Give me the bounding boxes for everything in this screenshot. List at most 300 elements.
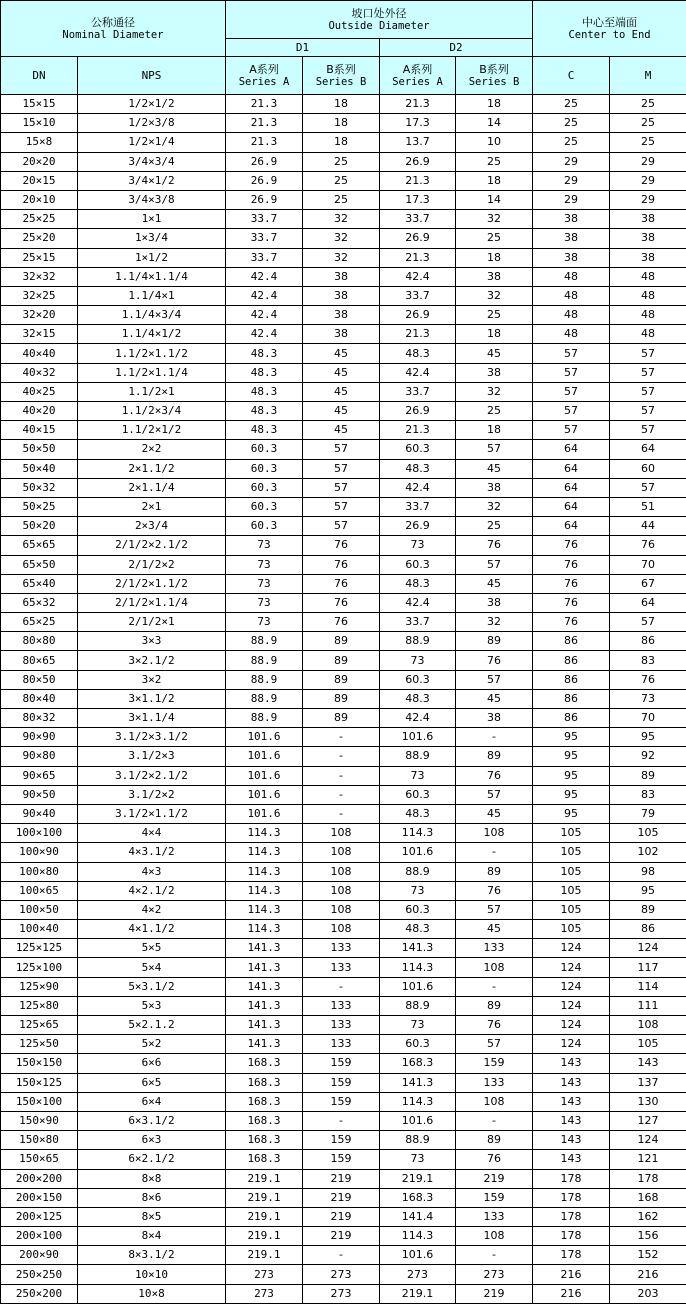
d1-series-a-cell: 48.3	[226, 382, 303, 401]
d2-series-a-cell: 42.4	[380, 709, 456, 728]
m-cell: 143	[610, 1054, 686, 1073]
table-row	[1, 478, 686, 497]
d2-series-b-cell: 18	[456, 171, 533, 190]
d1-series-a-cell: 88.9	[226, 689, 303, 708]
table-row	[1, 402, 686, 421]
table-row	[1, 747, 686, 766]
c-cell: 95	[533, 747, 610, 766]
outside-diameter-en: Outside Diameter	[328, 19, 430, 32]
table-row	[1, 728, 686, 747]
d1-series-b-zh: B系列	[326, 62, 356, 76]
d2-series-b-cell: 57	[456, 900, 533, 919]
d2-series-a-cell: 26.9	[380, 402, 456, 421]
d2-series-b-cell: 32	[456, 497, 533, 516]
d1-series-a-cell: 114.3	[226, 920, 303, 939]
table-row	[1, 804, 686, 823]
d2-series-b-cell: 76	[456, 1150, 533, 1169]
c-cell: 57	[533, 382, 610, 401]
nps-cell: 10×10	[78, 1265, 226, 1284]
d1-series-b-cell: 57	[303, 440, 380, 459]
d2-series-b-header	[456, 57, 533, 95]
d2-series-b-cell: 14	[456, 114, 533, 133]
d2-series-a-cell: 114.3	[380, 958, 456, 977]
d1-series-b-cell: 76	[303, 613, 380, 632]
d1-series-b-cell: 219	[303, 1207, 380, 1226]
dn-cell: 150×65	[1, 1150, 78, 1169]
table-row	[1, 286, 686, 305]
dn-cell: 90×90	[1, 728, 78, 747]
c-cell: 105	[533, 862, 610, 881]
table-header	[1, 1, 686, 95]
nps-cell: 1.1/4×1	[78, 286, 226, 305]
nps-cell: 8×5	[78, 1207, 226, 1226]
table-row	[1, 152, 686, 171]
table-row	[1, 785, 686, 804]
c-cell: 76	[533, 536, 610, 555]
c-cell: 38	[533, 210, 610, 229]
d2-series-a-cell: 141.3	[380, 939, 456, 958]
dn-cell: 50×40	[1, 459, 78, 478]
d2-series-b-cell: 18	[456, 248, 533, 267]
c-cell: 38	[533, 248, 610, 267]
d2-series-a-cell: 33.7	[380, 286, 456, 305]
nps-cell: 2×1.1/2	[78, 459, 226, 478]
table-row	[1, 459, 686, 478]
d2-series-a-cell: 273	[380, 1265, 456, 1284]
m-cell: 48	[610, 306, 686, 325]
d2-series-b-cell: 45	[456, 920, 533, 939]
d2-series-b-cell: 89	[456, 862, 533, 881]
dn-cell: 90×65	[1, 766, 78, 785]
d1-series-a-cell: 48.3	[226, 421, 303, 440]
d1-series-b-cell: 219	[303, 1169, 380, 1188]
d1-series-b-cell: 108	[303, 920, 380, 939]
d2-series-a-cell: 42.4	[380, 478, 456, 497]
table-row	[1, 1035, 686, 1054]
m-cell: 38	[610, 210, 686, 229]
d1-series-b-cell: 133	[303, 939, 380, 958]
d1-series-b-cell: 32	[303, 248, 380, 267]
m-cell: 95	[610, 881, 686, 900]
nps-cell: 3/4×3/4	[78, 152, 226, 171]
d2-series-a-cell: 26.9	[380, 517, 456, 536]
d2-series-a-cell: 88.9	[380, 1131, 456, 1150]
d2-series-a-cell: 141.4	[380, 1207, 456, 1226]
c-cell: 29	[533, 190, 610, 209]
nps-cell: 4×4	[78, 824, 226, 843]
dn-cell: 100×90	[1, 843, 78, 862]
nps-cell: 3.1/2×1.1/2	[78, 804, 226, 823]
nps-cell: 3/4×1/2	[78, 171, 226, 190]
d1-series-b-cell: 25	[303, 152, 380, 171]
nps-cell: 8×3.1/2	[78, 1246, 226, 1265]
nps-cell: 8×6	[78, 1188, 226, 1207]
d2-series-b-cell: 10	[456, 133, 533, 152]
c-cell: 76	[533, 574, 610, 593]
dn-cell: 65×25	[1, 613, 78, 632]
table-row	[1, 210, 686, 229]
d1-series-b-cell: 89	[303, 632, 380, 651]
c-cell: 64	[533, 517, 610, 536]
d2-series-b-cell: -	[456, 1246, 533, 1265]
d2-series-a-cell: 114.3	[380, 1092, 456, 1111]
nps-cell: 6×2.1/2	[78, 1150, 226, 1169]
d1-series-b-cell: 25	[303, 171, 380, 190]
d1-series-a-cell: 168.3	[226, 1073, 303, 1092]
m-cell: 44	[610, 517, 686, 536]
d2-series-b-cell: 89	[456, 747, 533, 766]
c-cell: 29	[533, 152, 610, 171]
d1-series-b-cell: 89	[303, 709, 380, 728]
d1-series-b-cell: 57	[303, 497, 380, 516]
d2-series-a-cell: 73	[380, 881, 456, 900]
d1-series-a-cell: 168.3	[226, 1092, 303, 1111]
table-body	[1, 95, 686, 1304]
d2-series-a-cell: 48.3	[380, 689, 456, 708]
c-cell: 76	[533, 555, 610, 574]
d1-series-b-cell: -	[303, 766, 380, 785]
d2-series-a-cell: 42.4	[380, 267, 456, 286]
d1-series-b-cell: 25	[303, 190, 380, 209]
d1-series-b-cell: 219	[303, 1188, 380, 1207]
d1-series-a-cell: 219.1	[226, 1246, 303, 1265]
d1-series-a-cell: 33.7	[226, 248, 303, 267]
dn-cell: 250×250	[1, 1265, 78, 1284]
dn-cell: 125×80	[1, 996, 78, 1015]
dn-cell: 25×15	[1, 248, 78, 267]
d1-series-a-cell: 101.6	[226, 747, 303, 766]
d1-series-b-cell: 18	[303, 133, 380, 152]
table-row	[1, 171, 686, 190]
d1-series-b-cell: 108	[303, 862, 380, 881]
d2-series-b-cell: 57	[456, 1035, 533, 1054]
dn-cell: 80×80	[1, 632, 78, 651]
c-cell: 216	[533, 1265, 610, 1284]
d2-series-b-cell: 38	[456, 363, 533, 382]
d1-series-a-cell: 42.4	[226, 325, 303, 344]
dn-cell: 100×100	[1, 824, 78, 843]
table-row	[1, 574, 686, 593]
m-cell: 76	[610, 670, 686, 689]
d2-series-b-cell: 14	[456, 190, 533, 209]
d2-series-b-zh: B系列	[479, 62, 509, 76]
d2-series-a-cell: 101.6	[380, 977, 456, 996]
m-cell: 124	[610, 939, 686, 958]
d1-series-b-cell: 133	[303, 958, 380, 977]
d2-series-b-cell: -	[456, 1111, 533, 1130]
table-row	[1, 325, 686, 344]
d1-series-a-cell: 273	[226, 1284, 303, 1303]
dn-cell: 250×200	[1, 1284, 78, 1303]
table-row	[1, 1016, 686, 1035]
d1-series-b-cell: 57	[303, 478, 380, 497]
nps-cell: 2×2	[78, 440, 226, 459]
table-row	[1, 440, 686, 459]
table-row	[1, 593, 686, 612]
nps-cell: 2/1/2×1.1/2	[78, 574, 226, 593]
table-row	[1, 1207, 686, 1226]
dn-cell: 20×20	[1, 152, 78, 171]
d1-series-b-cell: -	[303, 728, 380, 747]
d2-header: D2	[380, 39, 533, 57]
table-row	[1, 248, 686, 267]
table-row	[1, 1246, 686, 1265]
d1-series-b-cell: -	[303, 1246, 380, 1265]
d2-series-b-cell: 32	[456, 210, 533, 229]
d2-series-b-cell: 45	[456, 689, 533, 708]
d1-series-b-cell: 108	[303, 824, 380, 843]
nps-cell: 6×3.1/2	[78, 1111, 226, 1130]
nps-cell: 4×1.1/2	[78, 920, 226, 939]
m-cell: 48	[610, 267, 686, 286]
nps-cell: 6×3	[78, 1131, 226, 1150]
d2-series-b-cell: 57	[456, 670, 533, 689]
d2-series-a-cell: 101.6	[380, 843, 456, 862]
d2-series-b-cell: 18	[456, 421, 533, 440]
c-cell: 105	[533, 843, 610, 862]
c-cell: 178	[533, 1207, 610, 1226]
m-cell: 57	[610, 344, 686, 363]
d1-series-a-cell: 88.9	[226, 670, 303, 689]
d2-series-a-cell: 88.9	[380, 632, 456, 651]
dn-cell: 150×80	[1, 1131, 78, 1150]
c-cell: 178	[533, 1227, 610, 1246]
d2-series-a-cell: 48.3	[380, 920, 456, 939]
d1-series-a-cell: 168.3	[226, 1054, 303, 1073]
m-cell: 95	[610, 728, 686, 747]
d2-series-a-cell: 168.3	[380, 1188, 456, 1207]
table-row	[1, 977, 686, 996]
c-cell: 48	[533, 325, 610, 344]
m-cell: 168	[610, 1188, 686, 1207]
dn-cell: 100×80	[1, 862, 78, 881]
c-cell: 86	[533, 651, 610, 670]
d1-series-b-cell: 38	[303, 267, 380, 286]
dn-cell: 50×32	[1, 478, 78, 497]
d1-series-b-cell: 38	[303, 286, 380, 305]
d1-series-b-cell: 45	[303, 382, 380, 401]
center-to-end-header	[533, 1, 686, 57]
d1-series-b-cell: -	[303, 977, 380, 996]
m-cell: 108	[610, 1016, 686, 1035]
m-cell: 64	[610, 440, 686, 459]
d2-series-a-cell: 60.3	[380, 900, 456, 919]
d1-series-a-cell: 73	[226, 536, 303, 555]
d2-series-b-cell: 45	[456, 459, 533, 478]
nps-cell: 3×2	[78, 670, 226, 689]
dn-cell: 125×50	[1, 1035, 78, 1054]
dn-cell: 150×90	[1, 1111, 78, 1130]
d1-series-a-cell: 219.1	[226, 1188, 303, 1207]
table-row	[1, 1054, 686, 1073]
d2-series-b-cell: 76	[456, 766, 533, 785]
dn-cell: 20×15	[1, 171, 78, 190]
nps-cell: 1.1/2×1.1/2	[78, 344, 226, 363]
nps-cell: 8×8	[78, 1169, 226, 1188]
d2-series-a-cell: 17.3	[380, 114, 456, 133]
d1-series-b-cell: 133	[303, 1035, 380, 1054]
nps-cell: 3×3	[78, 632, 226, 651]
m-cell: 137	[610, 1073, 686, 1092]
table-row	[1, 363, 686, 382]
m-cell: 105	[610, 1035, 686, 1054]
d1-series-a-cell: 114.3	[226, 881, 303, 900]
d2-series-a-cell: 21.3	[380, 171, 456, 190]
nps-cell: 3.1/2×3	[78, 747, 226, 766]
d2-series-b-cell: 45	[456, 804, 533, 823]
m-cell: 57	[610, 478, 686, 497]
nps-cell: 2/1/2×1.1/4	[78, 593, 226, 612]
d1-series-a-cell: 42.4	[226, 267, 303, 286]
m-cell: 102	[610, 843, 686, 862]
d2-series-a-cell: 17.3	[380, 190, 456, 209]
d1-series-b-cell: 273	[303, 1284, 380, 1303]
m-cell: 57	[610, 363, 686, 382]
dn-cell: 100×65	[1, 881, 78, 900]
d2-series-b-cell: 76	[456, 651, 533, 670]
d2-series-b-cell: 38	[456, 267, 533, 286]
m-cell: 92	[610, 747, 686, 766]
m-cell: 86	[610, 920, 686, 939]
c-cell: 105	[533, 920, 610, 939]
table-row	[1, 709, 686, 728]
m-cell: 70	[610, 709, 686, 728]
d2-series-a-cell: 101.6	[380, 1246, 456, 1265]
table-row	[1, 114, 686, 133]
m-cell: 117	[610, 958, 686, 977]
d2-series-a-cell: 101.6	[380, 1111, 456, 1130]
dn-cell: 125×90	[1, 977, 78, 996]
nps-cell: 3.1/2×2.1/2	[78, 766, 226, 785]
nps-cell: 3.1/2×2	[78, 785, 226, 804]
nps-cell: 5×2.1.2	[78, 1016, 226, 1035]
m-header: M	[610, 57, 686, 95]
d1-series-a-cell: 48.3	[226, 363, 303, 382]
d2-series-b-en: Series B	[468, 75, 520, 88]
table-row	[1, 1265, 686, 1284]
nps-cell: 1.1/2×1/2	[78, 421, 226, 440]
c-cell: 95	[533, 728, 610, 747]
m-cell: 57	[610, 402, 686, 421]
d2-series-b-cell: 89	[456, 996, 533, 1015]
d1-series-b-cell: 159	[303, 1131, 380, 1150]
table-row	[1, 1227, 686, 1246]
d2-series-a-cell: 141.3	[380, 1073, 456, 1092]
m-cell: 130	[610, 1092, 686, 1111]
c-cell: 57	[533, 363, 610, 382]
d1-series-b-cell: 89	[303, 689, 380, 708]
d2-series-a-cell: 21.3	[380, 421, 456, 440]
table-row	[1, 1188, 686, 1207]
dn-cell: 150×100	[1, 1092, 78, 1111]
d2-series-a-cell: 33.7	[380, 497, 456, 516]
c-cell: 143	[533, 1054, 610, 1073]
nps-cell: 3×1.1/2	[78, 689, 226, 708]
m-cell: 48	[610, 286, 686, 305]
table-row	[1, 939, 686, 958]
m-cell: 48	[610, 325, 686, 344]
table-row	[1, 382, 686, 401]
d2-series-b-cell: 108	[456, 824, 533, 843]
d1-series-a-cell: 101.6	[226, 728, 303, 747]
c-cell: 48	[533, 267, 610, 286]
d2-series-a-cell: 60.3	[380, 785, 456, 804]
nps-cell: 1.1/4×3/4	[78, 306, 226, 325]
table-row	[1, 95, 686, 114]
m-cell: 114	[610, 977, 686, 996]
nps-cell: 5×5	[78, 939, 226, 958]
nps-cell: 4×3.1/2	[78, 843, 226, 862]
c-cell: 57	[533, 421, 610, 440]
d2-series-b-cell: 32	[456, 286, 533, 305]
d1-series-b-cell: 76	[303, 536, 380, 555]
d1-series-a-cell: 26.9	[226, 152, 303, 171]
d2-series-a-cell: 168.3	[380, 1054, 456, 1073]
d1-series-b-cell: 18	[303, 114, 380, 133]
nominal-diameter-en: Nominal Diameter	[62, 28, 164, 41]
c-cell: 64	[533, 440, 610, 459]
m-cell: 178	[610, 1169, 686, 1188]
d1-series-a-cell: 26.9	[226, 190, 303, 209]
dn-cell: 40×32	[1, 363, 78, 382]
d1-series-b-cell: 108	[303, 843, 380, 862]
table-row	[1, 344, 686, 363]
d1-series-a-header	[226, 57, 303, 95]
table-row	[1, 190, 686, 209]
c-cell: 86	[533, 670, 610, 689]
d2-series-b-cell: 25	[456, 152, 533, 171]
dn-cell: 65×65	[1, 536, 78, 555]
dn-cell: 100×40	[1, 920, 78, 939]
m-cell: 60	[610, 459, 686, 478]
dn-cell: 200×150	[1, 1188, 78, 1207]
d1-series-b-cell: -	[303, 1111, 380, 1130]
d1-series-a-cell: 42.4	[226, 286, 303, 305]
d2-series-b-cell: 25	[456, 517, 533, 536]
d1-series-a-cell: 101.6	[226, 785, 303, 804]
nps-cell: 1/2×1/4	[78, 133, 226, 152]
d2-series-a-cell: 21.3	[380, 95, 456, 114]
d2-series-a-cell: 13.7	[380, 133, 456, 152]
d1-series-a-cell: 48.3	[226, 344, 303, 363]
m-cell: 216	[610, 1265, 686, 1284]
m-cell: 89	[610, 766, 686, 785]
nps-cell: 2/1/2×2.1/2	[78, 536, 226, 555]
d2-series-b-cell: 57	[456, 440, 533, 459]
c-cell: 86	[533, 689, 610, 708]
d1-series-b-cell: 108	[303, 881, 380, 900]
m-cell: 38	[610, 229, 686, 248]
d1-series-b-cell: 45	[303, 363, 380, 382]
c-cell: 25	[533, 133, 610, 152]
d1-series-a-en: Series A	[238, 75, 290, 88]
nps-cell: 2×1	[78, 497, 226, 516]
d2-series-b-cell: 89	[456, 632, 533, 651]
m-cell: 57	[610, 421, 686, 440]
table-row	[1, 555, 686, 574]
c-cell: 105	[533, 900, 610, 919]
d1-series-a-cell: 73	[226, 613, 303, 632]
nps-cell: 6×6	[78, 1054, 226, 1073]
m-cell: 67	[610, 574, 686, 593]
dn-cell: 65×50	[1, 555, 78, 574]
m-cell: 25	[610, 133, 686, 152]
table-row	[1, 1092, 686, 1111]
dn-cell: 90×40	[1, 804, 78, 823]
d1-series-b-cell: 133	[303, 996, 380, 1015]
table-row	[1, 766, 686, 785]
d2-series-b-cell: 108	[456, 1092, 533, 1111]
